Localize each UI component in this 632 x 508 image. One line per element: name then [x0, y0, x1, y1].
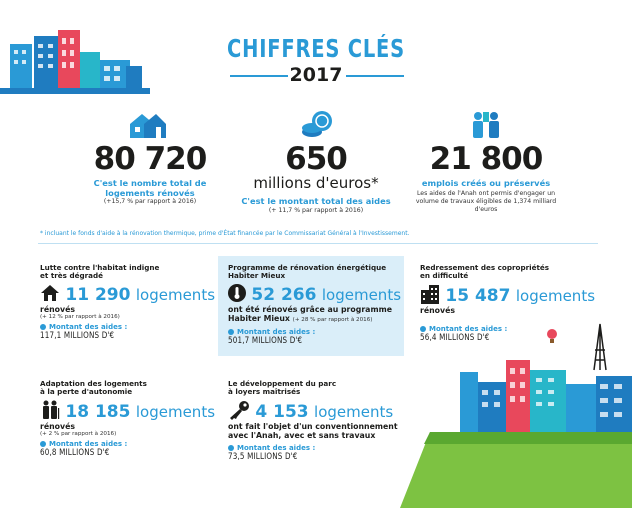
aid-value: 73,5 MILLIONS D'€ [228, 452, 298, 462]
section-number: 15 487 [445, 286, 511, 306]
section-stat [40, 400, 220, 422]
kpi-renovated-note: (+15,7 % par rapport à 2016) [103, 198, 197, 205]
section-unit: logements [135, 286, 216, 304]
kpi-renovated-value: 80 720 [93, 141, 207, 177]
section-unit: logements [135, 403, 216, 421]
section-heading: Adaptation des logements [40, 379, 147, 388]
page-title: CHIFFRES CLÉS [227, 34, 405, 63]
section-desc: ont fait l'objet d'un conventionnement [228, 422, 398, 431]
section-pct: (+ 28 % par rapport à 2016) [292, 317, 373, 323]
aid-label: Montant des aides : [40, 440, 220, 448]
section-number: 52 266 [251, 285, 317, 305]
section-unit: logements [314, 403, 394, 421]
kpi-jobs-note: Les aides de l'Anah ont permis d'engager un volume de travaux éligibles de 1,374 milliard d'euros [415, 190, 557, 213]
workers-icon [468, 110, 504, 140]
section-desc: ont été rénovés grâce au programme [228, 305, 392, 314]
building-icon [420, 284, 440, 304]
title-rule-right [346, 75, 404, 77]
section-number: 11 290 [65, 285, 131, 305]
section-habitat-indigne [40, 264, 215, 341]
bullet-icon [40, 441, 46, 447]
year-label: 2017 [289, 64, 343, 86]
houses-icon [128, 110, 168, 140]
kpi-amount-caption: C'est le montant total des aides [241, 196, 391, 206]
aid-value: 56,4 MILLIONS D'€ [420, 333, 490, 343]
section-heading-2: et très dégradé [40, 271, 104, 280]
kpi-amount-unit: millions d'euros* [253, 174, 379, 192]
section-autonomie [40, 380, 220, 458]
aid-label: Montant des aides : [228, 444, 418, 452]
aid-label: Montant des aides : [228, 328, 403, 336]
section-heading-2: Habiter Mieux [228, 271, 286, 280]
section-number: 18 185 [65, 402, 131, 422]
divider [38, 243, 598, 244]
section-stat [420, 284, 595, 306]
aid-value: 117,1 MILLIONS D'€ [40, 331, 115, 341]
section-number: 4 153 [255, 402, 309, 422]
kpi-amount-value: 650 [285, 141, 347, 177]
city-illustration-bottom [400, 320, 632, 508]
section-unit: logements [321, 286, 402, 304]
thermometer-icon [228, 284, 246, 302]
section-heading-2: à loyers maîtrisés [228, 387, 301, 396]
section-desc: rénovés [40, 422, 76, 431]
kpi-jobs-caption: emplois créés ou préservés [421, 178, 551, 188]
section-heading-2: à la perte d'autonomie [40, 387, 133, 396]
aid-label: Montant des aides : [420, 325, 595, 333]
elderly-people-icon [40, 400, 60, 420]
kpi-jobs-value: 21 800 [429, 141, 543, 177]
bullet-icon [228, 445, 234, 451]
section-desc-2: avec l'Anah, avec et sans travaux [228, 431, 376, 440]
section-pct: (+ 12 % par rapport à 2016) [40, 314, 120, 320]
section-stat [228, 284, 403, 305]
aid-value: 501,7 MILLIONS D'€ [228, 336, 303, 346]
section-heading: Redressement des copropriétés [420, 263, 550, 272]
footnote: * incluant le fonds d'aide à la rénovation thermique, prime d'État financée par le Commissariat Général à l'Investissement. [40, 230, 410, 237]
bullet-icon [228, 329, 234, 335]
section-desc: rénovés [420, 306, 456, 315]
section-heading: Programme de rénovation énergétique [228, 263, 387, 272]
section-stat [228, 400, 418, 422]
section-heading: Lutte contre l'habitat indigne [40, 263, 160, 272]
section-unit: logements [515, 287, 596, 305]
section-pct: (+ 2 % par rapport à 2016) [40, 431, 117, 437]
section-habiter-mieux [228, 264, 403, 346]
section-loyers-maitrises [228, 380, 418, 462]
coins-icon [300, 108, 334, 142]
section-heading: Le développement du parc [228, 379, 337, 388]
kpi-amount-note: (+ 11,7 % par rapport à 2016) [268, 207, 364, 214]
section-desc: rénovés [40, 305, 76, 314]
aid-label: Montant des aides : [40, 323, 215, 331]
bullet-icon [40, 324, 46, 330]
key-icon [228, 400, 250, 420]
section-desc-2: Habiter Mieux (+ 28 % par rapport à 2016) [228, 314, 373, 323]
aid-value: 60,8 MILLIONS D'€ [40, 448, 110, 458]
section-stat [40, 284, 215, 305]
kpi-renovated-caption: C'est le nombre total de logements rénovés [93, 178, 207, 198]
house-icon [40, 284, 60, 302]
section-heading-2: en difficulté [420, 271, 469, 280]
